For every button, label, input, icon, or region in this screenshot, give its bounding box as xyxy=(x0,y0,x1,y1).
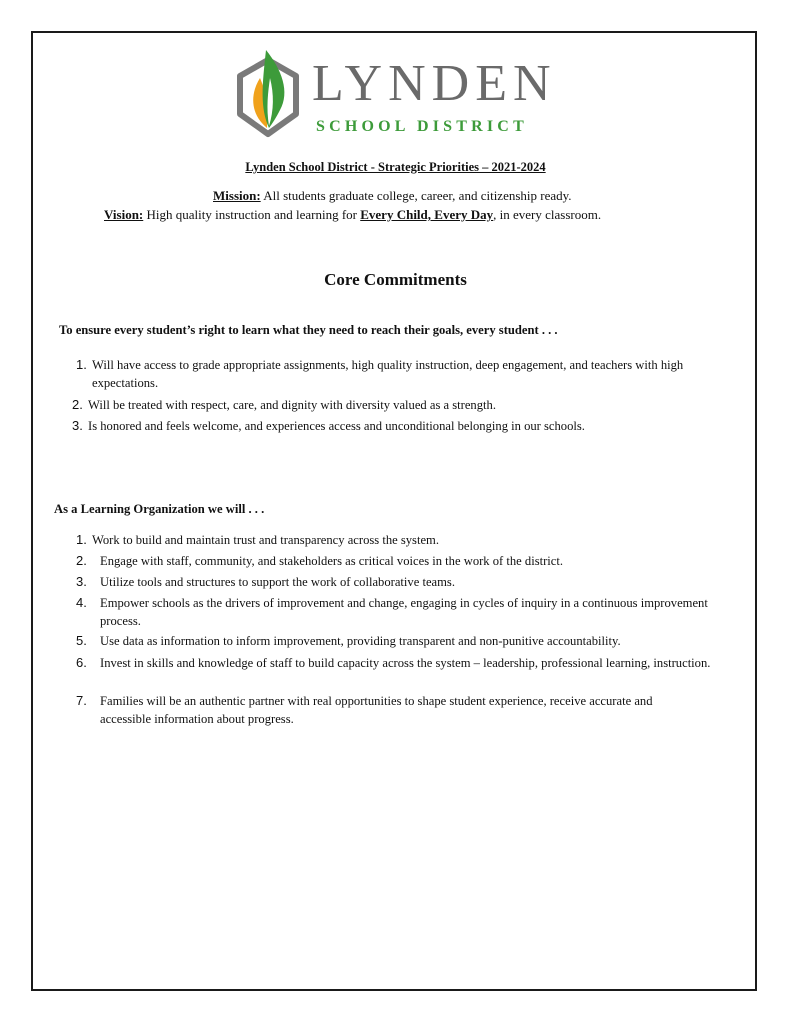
list-number: 6. xyxy=(76,655,87,670)
list-item xyxy=(76,573,726,591)
list-number: 1. xyxy=(76,357,87,372)
mission-label: Mission: xyxy=(213,188,261,203)
list-text: Invest in skills and knowledge of staff to build capacity across the system – leadership, professional learning, instruction. xyxy=(100,656,711,670)
list-item xyxy=(76,356,716,392)
logo-subtitle: SCHOOL DISTRICT xyxy=(316,118,528,135)
list-item xyxy=(72,417,732,435)
list-number: 2. xyxy=(76,553,87,568)
vision-text: High quality instruction and learning for xyxy=(143,207,361,222)
document-title: Lynden School District - Strategic Priorities – 2021-2024 xyxy=(245,160,546,174)
list-number: 5. xyxy=(76,633,87,648)
vision-emphasis: Every Child, Every Day xyxy=(360,207,494,222)
list-number: 4. xyxy=(76,595,87,610)
flame-shield-icon xyxy=(236,48,300,144)
mission-text: All students graduate college, career, and citizenship ready. xyxy=(260,188,572,203)
vision-label: Vision: xyxy=(104,207,144,222)
vision-text-end: , in every classroom. xyxy=(493,207,602,222)
list-item xyxy=(76,632,726,650)
logo-wordmark: LYNDEN xyxy=(312,55,557,112)
list-item xyxy=(76,594,716,630)
list-item xyxy=(72,396,732,414)
list-number: 3. xyxy=(72,418,83,433)
list-text: Utilize tools and structures to support the work of collaborative teams. xyxy=(100,575,455,589)
core-commitments-heading: Core Commitments xyxy=(324,270,467,289)
list-text: Families will be an authentic partner with real opportunities to shape student experience, receive accurate and accessible information about progress. xyxy=(100,694,653,726)
list-text: Will have access to grade appropriate assignments, high quality instruction, deep engagement, and teachers with high expectations. xyxy=(92,358,684,390)
core-intro: To ensure every student’s right to learn what they need to reach their goals, every student . . . xyxy=(59,323,558,337)
list-text: Engage with staff, community, and stakeholders as critical voices in the work of the district. xyxy=(100,554,564,568)
list-text: Will be treated with respect, care, and dignity with diversity valued as a strength. xyxy=(88,398,496,412)
list-item xyxy=(76,692,696,728)
list-text: Work to build and maintain trust and transparency across the system. xyxy=(92,533,439,547)
mission-statement xyxy=(213,188,572,204)
vision-statement xyxy=(104,207,601,223)
list-item xyxy=(76,654,736,672)
list-item xyxy=(76,552,726,570)
list-text: Empower schools as the drivers of improvement and change, engaging in cycles of inquiry in a continuous improvement process. xyxy=(100,596,708,628)
list-text: Is honored and feels welcome, and experiences access and unconditional belonging in our schools. xyxy=(88,419,585,433)
list-number: 3. xyxy=(76,574,87,589)
learning-organization-intro: As a Learning Organization we will . . . xyxy=(54,502,265,516)
list-number: 1. xyxy=(76,532,87,547)
district-logo xyxy=(236,48,566,144)
list-item xyxy=(76,531,726,549)
list-number: 7. xyxy=(76,693,87,708)
list-number: 2. xyxy=(72,397,83,412)
list-text: Use data as information to inform improvement, providing transparent and non-punitive accountability. xyxy=(100,634,621,648)
